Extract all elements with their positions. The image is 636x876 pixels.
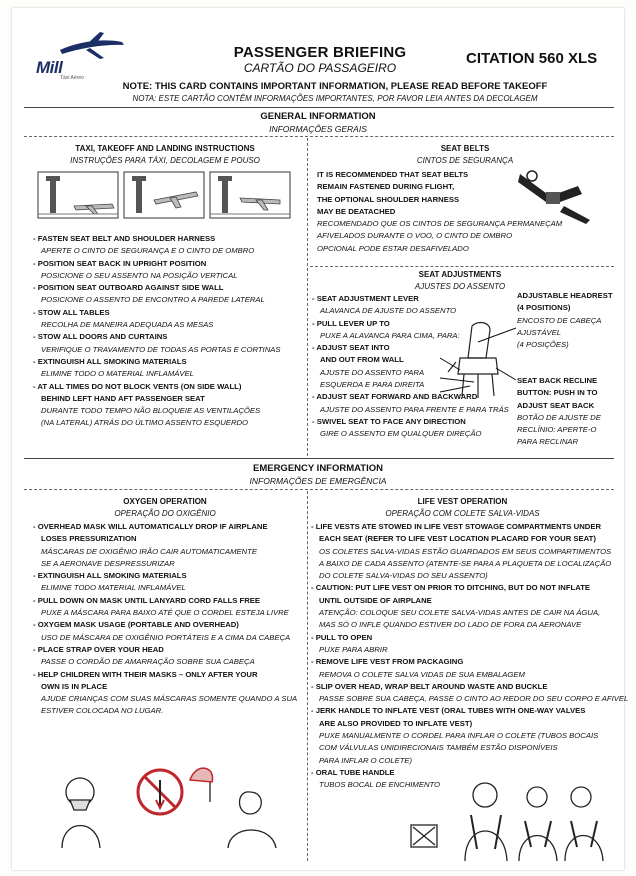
taxi-takeoff-landing-illustration (36, 170, 296, 222)
taxi-title-pt: INSTRUÇÕES PARA TÁXI, DECOLAGEM E POUSO (70, 156, 260, 165)
divider (310, 266, 614, 267)
vest-en: - REMOVE LIFE VEST FROM PACKAGING (311, 657, 464, 667)
adjust-en: AND OUT FROM WALL (320, 355, 404, 365)
instruction-pt: POSICIONE O ASSENTO DE ENCONTRO A PAREDE LATERAL (41, 295, 265, 305)
adjust-en: - ADJUST SEAT INTO (312, 343, 390, 353)
seat-belts-title: SEAT BELTS (440, 144, 490, 153)
recline-en: ADJUST SEAT BACK (517, 400, 595, 410)
belts-en: IT IS RECOMMENDED THAT SEAT BELTS (317, 170, 469, 179)
instruction-en: - POSITION SEAT BACK IN UPRIGHT POSITION (33, 258, 207, 268)
instruction-pt: RECOLHA DE MANEIRA ADEQUADA AS MESAS (41, 320, 214, 330)
important-note-pt: NOTA: ESTE CARTÃO CONTÊM INFORMAÇÕES IMPORTANTES, POR FAVOR LEIA ANTES DA DECOLAGEM (132, 94, 538, 103)
divider (24, 489, 614, 490)
adjust-pt: PUXE A ALAVANCA PARA CIMA, PARA: (320, 330, 460, 340)
important-note: NOTE: THIS CARD CONTAINS IMPORTANT INFORMATION, PLEASE READ BEFORE TAKEOFF (122, 81, 548, 92)
adjust-en: - SWIVEL SEAT TO FACE ANY DIRECTION (312, 416, 466, 426)
headrest-en: ADJUSTABLE HEADREST (517, 291, 613, 300)
vest-pt: PUXE PARA ABRIR (319, 644, 388, 654)
belts-pt: OPCIONAL PODE ESTAR DESAFIVELADO (317, 243, 469, 253)
instruction-en: - STOW ALL DOORS AND CURTAINS (33, 332, 168, 342)
general-info-title-pt: INFORMAÇÕES GERAIS (269, 124, 367, 134)
vest-pt: PASSE SOBRE SUA CABEÇA, PASSE O CINTO AO REDOR DO SEU CORPO E AFIVEL (319, 694, 629, 704)
instruction-en: - EXTINGUISH ALL SMOKING MATERIALS (33, 356, 187, 366)
vest-en: - LIFE VESTS ATE STOWED IN LIFE VEST STOWAGE COMPARTMENTS UNDER (311, 522, 602, 531)
belts-en: REMAIN FASTENED DURING FLIGHT, (317, 182, 455, 192)
oxygen-title-pt: OPERAÇÃO DO OXIGÊNIO (114, 509, 216, 518)
instruction-pt: ELIMINE TODO O MATERIAL INFLAMÁVEL (41, 369, 194, 379)
vest-pt: PARA INFLAR O COLETE) (319, 755, 413, 765)
instruction-pt: DURANTE TODO TEMPO NÃO BLOQUEIE AS VENTILAÇÕES (41, 406, 261, 416)
oxygen-pt: MÁSCARAS DE OXIGÊNIO IRÃO CAIR AUTOMATICAMENTE (41, 546, 257, 556)
recline-en: SEAT BACK RECLINE (517, 376, 598, 385)
vest-en: UNTIL OUTSIDE OF AIRPLANE (319, 595, 432, 605)
vest-pt: PUXE MANUALMENTE O CORDEL PARA INFLAR O COLETE (TUBOS BOCAIS (319, 731, 599, 741)
oxygen-pt: AJUDE CRIANÇAS COM SUAS MÁSCARAS SOMENTE QUANDO A SUA (41, 694, 298, 704)
aircraft-model: CITATION 560 XLS (466, 50, 598, 67)
oxygen-pt: USO DE MÁSCARA DE OXIGÊNIO PORTÁTEIS E A CIMA DA CABEÇA (41, 632, 291, 642)
adjust-en: - SEAT ADJUSTMENT LEVER (312, 294, 419, 303)
adjust-en: - PULL LEVER UP TO (312, 318, 390, 328)
recline-pt: BOTÃO DE AJUSTE DE (517, 412, 601, 422)
instruction-pt: APERTE O CINTO DE SEGURANÇA E O CINTO DE OMBRO (41, 246, 255, 256)
vest-pt: DO COLETE SALVA-VIDAS DO SEU ASSENTO) (319, 571, 488, 581)
page-title-pt: CARTÃO DO PASSAGEIRO (243, 61, 397, 75)
divider (24, 107, 614, 108)
oxygen-en: - HELP CHILDREN WITH THEIR MASKS – ONLY AFTER YOUR (33, 669, 258, 679)
adjust-pt: GIRE O ASSENTO EM QUALQUER DIREÇÃO (320, 429, 482, 439)
belts-pt: AFIVELADOS DURANTE O VOO, O CINTO DE OMBRO (317, 231, 513, 241)
oxygen-instructions (33, 521, 297, 718)
seat-diagram-icon (438, 318, 518, 408)
vest-en: - SLIP OVER HEAD, WRAP BELT AROUND WASTE AND BUCKLE (311, 681, 548, 691)
vest-en: - CAUTION: PUT LIFE VEST ON PRIOR TO DITCHING, BUT DO NOT INFLATE (311, 583, 591, 593)
belts-en: MAY BE DEATACHED (317, 206, 396, 216)
headrest-pt: AJUSTÁVEL (517, 327, 562, 337)
adjust-en: - ADJUST SEAT FORWARD AND BACKWARD (312, 392, 478, 402)
oxygen-pt: SE A AERONAVE DESPRESSURIZAR (41, 558, 175, 568)
vest-en: ARE ALSO PROVIDED TO INFLATE VEST) (319, 718, 473, 728)
emergency-info-title-pt: INFORMAÇÕES DE EMERGÊNCIA (249, 476, 387, 486)
vest-pt: COM VÁLVULAS UNIDIRECIONAIS TAMBÉM ESTÃO DISPONÍVEIS (319, 743, 558, 753)
seat-belts-title-pt: CINTOS DE SEGURANÇA (416, 156, 514, 165)
instruction-en: - STOW ALL TABLES (33, 307, 110, 317)
recline-pt: PARA RECLINAR (517, 437, 579, 447)
vest-pt: ATENÇÃO: COLOQUE SEU COLETE SALVA-VIDAS ANTES DE CAIR NA ÁGUA, (319, 608, 601, 618)
seat-adjust-title-pt: AJUSTES DO ASSENTO (414, 282, 506, 291)
oxygen-en: - PULL DOWN ON MASK UNTIL LANYARD CORD FALLS FREE (33, 595, 261, 605)
taxi-instructions (33, 233, 281, 430)
seat-adjust-title: SEAT ADJUSTMENTS (418, 270, 502, 279)
instruction-pt: POSICIONE O SEU ASSENTO NA POSIÇÃO VERTICAL (41, 270, 238, 280)
vest-pt: REMOVA O COLETE SALVA VIDAS DE SUA EMBALAGEM (319, 669, 525, 679)
column-divider (307, 138, 308, 456)
recline-pt: RECLÍNIO: APERTE-O (517, 425, 597, 435)
vest-en: - ORAL TUBE HANDLE (311, 767, 395, 777)
instruction-en: - POSITION SEAT OUTBOARD AGAINST SIDE WALL (33, 283, 224, 293)
adjust-pt: ESQUERDA E PARA DIREITA (320, 380, 425, 390)
belts-pt: RECOMENDADO QUE OS CINTOS DE SEGURANÇA PERMANEÇAM (317, 219, 563, 229)
life-vest-title: LIFE VEST OPERATION (417, 497, 508, 506)
column-divider (307, 491, 308, 861)
headrest-pt: ENCOSTO DE CABEÇA (517, 315, 602, 325)
headrest-pt: (4 POSIÇÕES) (517, 340, 569, 350)
adjust-pt: AJUSTE DO ASSENTO PARA FRENTE E PARA TRÁS (320, 404, 509, 414)
oxygen-pt: PUXE A MÁSCARA PARA BAIXO ATÉ QUE O CORDEL ESTEJA LIVRE (41, 608, 289, 618)
logo-text: Mill (36, 58, 63, 77)
life-vest-instructions (311, 521, 628, 792)
adjust-pt: AJUSTE DO ASSENTO PARA (320, 367, 425, 377)
oxygen-en: - OXYGEM MASK USAGE (PORTABLE AND OVERHEAD) (33, 620, 239, 630)
general-info-title: GENERAL INFORMATION (260, 111, 376, 122)
headrest-en: (4 POSITIONS) (517, 303, 571, 313)
vest-en: EACH SEAT (REFER TO LIFE VEST LOCATION PLACARD FOR YOUR SEAT) (319, 534, 596, 544)
oxygen-pt: ELIMINE TODO MATERIAL INFLAMÁVEL (41, 583, 186, 593)
life-vest-title-pt: OPERAÇÃO COM COLETE SALVA-VIDAS (385, 509, 540, 518)
emergency-info-title: EMERGENCY INFORMATION (252, 463, 383, 474)
oxygen-en: OWN IS IN PLACE (41, 681, 108, 691)
belts-en: THE OPTIONAL SHOULDER HARNESS (317, 194, 460, 204)
divider (24, 136, 614, 137)
oxygen-pt: PASSE O CORDÃO DE AMARRAÇÃO SOBRE SUA CABEÇA (41, 657, 255, 667)
taxi-title: TAXI, TAKEOFF AND LANDING INSTRUCTIONS (75, 144, 255, 153)
instruction-en: - AT ALL TIMES DO NOT BLOCK VENTS (ON SIDE WALL) (33, 381, 242, 391)
vest-en: - JERK HANDLE TO INFLATE VEST (ORAL TUBES WITH ONE-WAY VALVES (311, 706, 586, 716)
divider (24, 458, 614, 459)
oxygen-en: - OVERHEAD MASK WILL AUTOMATICALLY DROP IF AIRPLANE (33, 522, 268, 531)
oxygen-mask-illustration (40, 752, 300, 852)
instruction-pt: (NA LATERAL) ATRÁS DO ÚLTIMO ASSENTO ESQUERDO (41, 418, 249, 428)
life-vest-illustration (405, 775, 605, 865)
adjust-pt: ALAVANCA DE AJUSTE DO ASSENTO (320, 306, 457, 316)
vest-pt: A BAIXO DE CADA ASSENTO (ATENTE-SE PARA A PLAQUETA DE LOCALIZAÇÃO (319, 558, 612, 568)
vest-pt: OS COLETES SALVA-VIDAS ESTÃO GUARDADOS EM SEUS COMPARTIMENTOS (319, 546, 612, 556)
instruction-pt: VERIFIQUE O TRAVAMENTO DE TODAS AS PORTAS E CORTINAS (41, 344, 281, 354)
vest-pt: TUBOS BOCAL DE ENCHIMENTO (319, 780, 441, 790)
oxygen-en: - PLACE STRAP OVER YOUR HEAD (33, 644, 164, 654)
headrest-text (517, 290, 613, 351)
recline-text (517, 375, 601, 449)
logo-subtitle: Táxi Aéreo (60, 75, 84, 81)
oxygen-en: LOSES PRESSURIZATION (41, 534, 137, 544)
oxygen-en: - EXTINGUISH ALL SMOKING MATERIALS (33, 571, 187, 581)
recline-en: BUTTON: PUSH IN TO (517, 388, 598, 398)
seat-belt-buckle-icon (516, 166, 596, 226)
vest-en: - PULL TO OPEN (311, 632, 373, 642)
page-title: PASSENGER BRIEFING (233, 44, 407, 61)
oxygen-pt: ESTIVER COLOCADA NO LUGAR. (41, 706, 164, 716)
instruction-en: - FASTEN SEAT BELT AND SHOULDER HARNESS (33, 234, 216, 243)
instruction-en: BEHIND LEFT HAND AFT PASSENGER SEAT (41, 393, 205, 403)
oxygen-title: OXYGEN OPERATION (123, 497, 207, 506)
vest-pt: MAS SÓ O INFLE QUANDO ESTIVER DO LADO DE FORA DA AERONAVE (319, 620, 582, 630)
